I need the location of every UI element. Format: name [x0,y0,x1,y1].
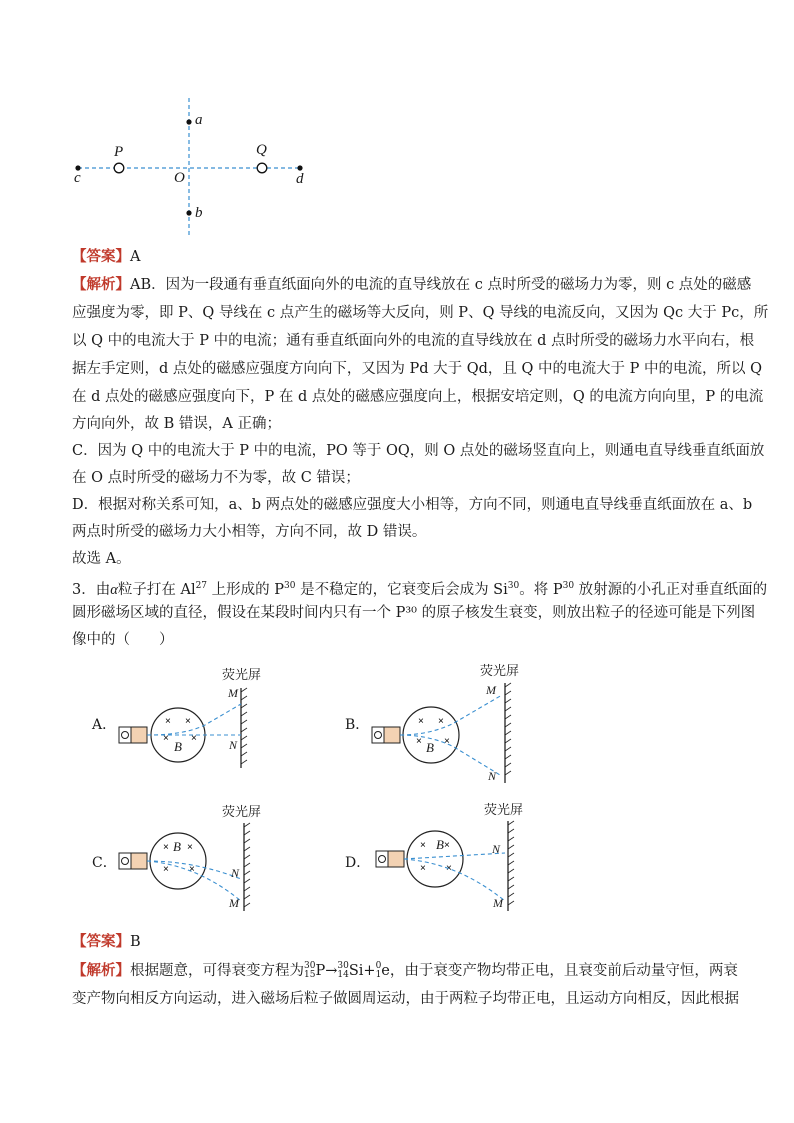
label-p: P [114,144,124,160]
svg-text:×: × [438,716,444,727]
point-b [186,210,191,215]
q3-analysis-line-1: 【解析】根据题意，可得衰变方程为30 15P→30 14Si+0 1e，由于衰变产物均带正电，且衰变前后动量守恒，两衰 [72,961,738,980]
svg-text:×: × [420,863,426,874]
option-d-m-label: M [493,896,503,910]
option-c-diagram [115,815,275,915]
svg-text:×: × [189,864,195,875]
option-d-b-label: B [436,837,444,852]
eq-si-nuclide: 30 14 [337,961,349,980]
option-c-n-label: N [231,866,240,880]
option-c-b-label: B [173,839,181,854]
option-d-diagram [372,815,532,915]
option-c-m-label: M [229,896,239,910]
option-b-m-label: M [486,683,496,697]
label-o: O [174,170,185,186]
q2-analysis-line-6: 方向向外，故 B 错误，A 正确； [72,416,281,432]
option-a-b-label: B [174,739,182,754]
q3-analysis-line-2: 变产物向相反方向运动，进入磁场后粒子做圆周运动，由于两粒子均带正电，且运动方向相反，因此根据 [72,991,739,1007]
option-b-diagram [368,675,528,787]
q3-stem-line-1: 3．由α粒子打在 Al$^{27}$ 上形成的 $P^{30}$ 是不稳定的，它衰变后会成为 Si$^{30}$。将 $P^{30}$ 放射源的小孔正对垂直纸面的 [72,581,768,598]
svg-text:×: × [191,733,197,744]
svg-text:×: × [185,716,191,727]
q2-answer: 【答案】A [72,248,141,265]
option-d-n-label: N [492,842,501,856]
svg-text:×: × [187,842,193,853]
option-b-label: B． [345,717,370,733]
q2-analysis-line-3: 以 Q 中的电流大于 P 中的电流；通有垂直纸面向外的电流的直导线放在 d 点时所受的磁场力水平向右，根 [72,333,755,349]
label-b: b [195,205,203,221]
q3-stem-line-2: 圆形磁场区域的直径，假设在某段时间内只有一个 P³⁰ 的原子核发生衰变，则放出粒子的径迹可能是下列图 [72,605,756,621]
label-a: a [195,112,203,128]
q2-analysis-line-9: D．根据对称关系可知，a、b 两点处的磁感应强度大小相等，方向不同，则通电直导线垂直纸面放在 a、b [72,497,753,513]
q2-analysis-line-7: C．因为 Q 中的电流大于 P 中的电流，PO 等于 OQ，则 O 点处的磁场竖直向上，则通电直导线垂直纸面放 [72,443,765,459]
option-a-label: A． [92,717,117,733]
q3-stem-line-3: 像中的（ ） [72,632,174,648]
point-d [297,165,302,170]
svg-text:×: × [163,842,169,853]
option-b-n-label: N [488,769,497,783]
wire-q [257,163,267,173]
option-a-m-label: M [228,686,238,700]
option-d-screen-label: 荧光屏 [484,803,524,818]
q2-analysis-line-1: 【解析】AB．因为一段通有垂直纸面向外的电流的直导线放在 c 点时所受的磁场力为零，则 c 点处的磁感 [72,276,752,293]
wire-p [114,163,124,173]
option-c-screen-label: 荧光屏 [222,805,262,820]
svg-text:×: × [163,864,169,875]
q2-analysis-line-10: 两点时所受的磁场力大小相等，方向不同，故 D 错误。 [72,524,427,540]
svg-text:×: × [416,736,422,747]
svg-text:×: × [444,736,450,747]
figure-points-diagram [60,90,320,245]
option-d-label: D． [345,855,371,871]
option-b-screen-label: 荧光屏 [480,664,520,679]
point-a [186,119,191,124]
q2-analysis-line-8: 在 O 点时所受的磁场力不为零，故 C 错误； [72,470,360,486]
svg-text:×: × [446,863,452,874]
q2-conclusion: 故选 A。 [72,551,131,567]
option-a-screen-label: 荧光屏 [222,668,262,683]
label-d: d [296,171,304,187]
option-b-b-label: B [426,740,434,755]
eq-p-nuclide: 30 15 [304,961,316,980]
q3-answer: 【答案】B [72,933,141,950]
svg-text:×: × [165,716,171,727]
eq-positron: 0 1 [375,961,382,980]
q2-analysis-line-4: 据左手定则，d 点处的磁感应强度方向向下，又因为 Pd 大于 Qd，且 Q 中的电流大于 P 中的电流，所以 Q [72,361,762,377]
option-a-diagram [115,680,275,772]
svg-text:×: × [420,840,426,851]
option-c-label: C． [92,855,117,871]
svg-text:×: × [444,840,450,851]
svg-text:×: × [163,733,169,744]
q2-analysis-line-5: 在 d 点处的磁感应强度向下，P 在 d 点处的磁感应强度向上，根据安培定则，Q 的电流方向向里，P 的电流 [72,389,764,405]
label-c: c [74,170,81,186]
q2-analysis-line-2: 应强度为零，即 P、Q 导线在 c 点产生的磁场等大反向，则 P、Q 导线的电流反向，又因为 Qc 大于 Pc，所 [72,305,769,321]
option-a-n-label: N [229,738,238,752]
svg-text:×: × [418,716,424,727]
label-q: Q [256,142,267,158]
